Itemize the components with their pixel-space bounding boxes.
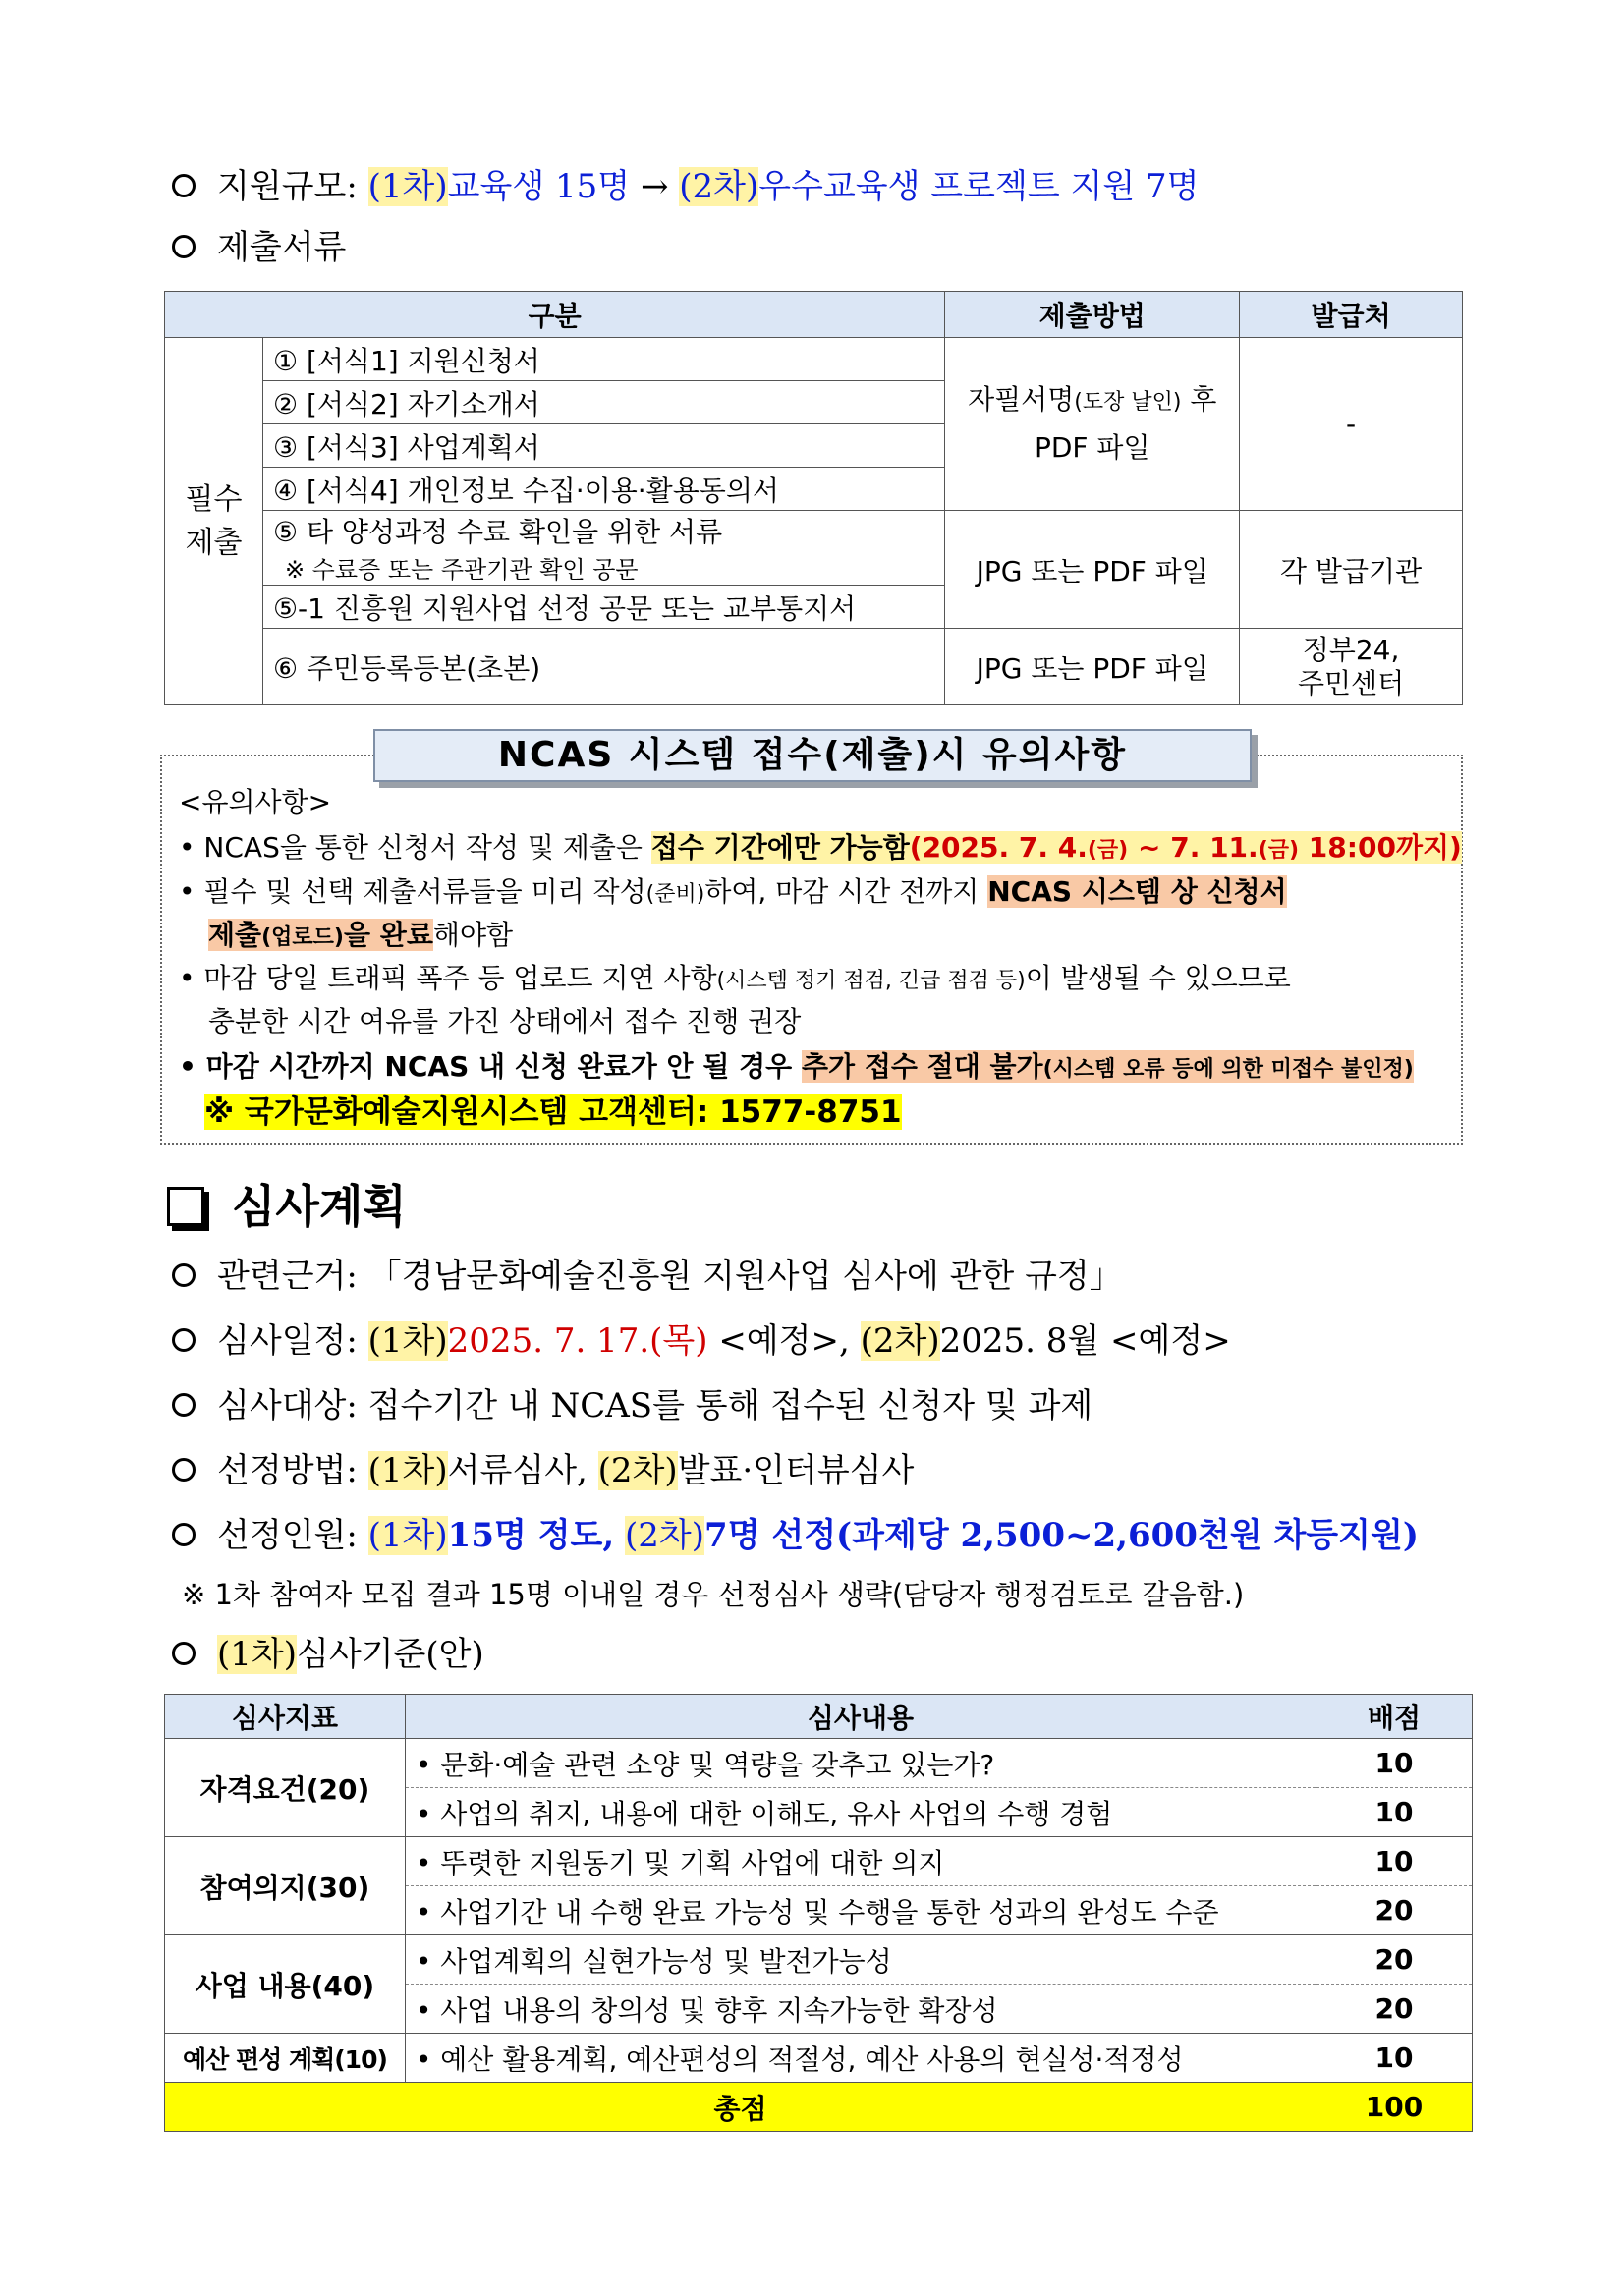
header-content: 심사내용 [405, 1695, 1316, 1739]
criteria-item: • 사업의 취지, 내용에 대한 이해도, 유사 사업의 수행 경험 [405, 1788, 1316, 1837]
doc-row: ② [서식2] 자기소개서 [262, 381, 944, 424]
criteria-score: 10 [1316, 1837, 1473, 1886]
doc-row: ⑥ 주민등록등본(초본) [262, 629, 944, 705]
count-line: 선정인원: (1차)15명 정도, (2차)7명 선정(과제당 2,500~2,600천원 차등지원) [172, 1512, 1419, 1559]
doc-row-note: ※ 수료증 또는 주관기관 확인 공문 [262, 550, 944, 586]
circle-bullet-icon [172, 1263, 196, 1287]
notice-item-2: • 필수 및 선택 제출서류들을 미리 작성(준비)하여, 마감 시간 전까지 NCAS 시스템 상 신청서 [179, 875, 1287, 908]
issuer-cell-2: 각 발급기관 [1240, 511, 1463, 629]
notice-item-3: • 마감 당일 트래픽 폭주 등 업로드 지연 사항(시스템 정기 점검, 긴급 점검 등)이 발생될 수 있으므로 [179, 962, 1291, 994]
category-cell: 필수 제출 [165, 338, 263, 705]
circle-bullet-icon [172, 1393, 196, 1417]
issuer-cell-3: 정부24, 주민센터 [1240, 629, 1463, 705]
doc-row: ① [서식1] 지원신청서 [262, 338, 944, 381]
criteria-item: • 문화·예술 관련 소양 및 역량을 갖추고 있는가? [405, 1739, 1316, 1788]
group-name: 참여의지(30) [165, 1837, 406, 1935]
criteria-score: 20 [1316, 1886, 1473, 1935]
docs-title-line: 제출서류 [172, 224, 346, 271]
doc-row: ⑤-1 진흥원 지원사업 선정 공문 또는 교부통지서 [262, 586, 944, 629]
circle-bullet-icon [172, 1642, 196, 1665]
criteria-item: • 뚜렷한 지원동기 및 기획 사업에 대한 의지 [405, 1837, 1316, 1886]
criteria-title-line: (1차)심사기준(안) [172, 1631, 484, 1678]
total-score: 100 [1316, 2083, 1473, 2132]
method-cell-2: JPG 또는 PDF 파일 [945, 511, 1240, 629]
circle-bullet-icon [172, 1458, 196, 1482]
header-score: 배점 [1316, 1695, 1473, 1739]
basis-line: 관련근거: 「경남문화예술진흥원 지원사업 심사에 관한 규정」 [172, 1253, 1123, 1300]
criteria-score: 20 [1316, 1935, 1473, 1985]
schedule-line: 심사일정: (1차)2025. 7. 17.(목) <예정>, (2차)2025. 8월 <예정> [172, 1317, 1231, 1365]
group-name: 사업 내용(40) [165, 1935, 406, 2034]
notice-item-1: • NCAS을 통한 신청서 작성 및 제출은 접수 기간에만 가능함(2025. 7. 4.(금) ~ 7. 11.(금) 18:00까지) [179, 831, 1462, 864]
documents-table [164, 291, 1463, 705]
circle-bullet-icon [172, 1328, 196, 1352]
group-name: 예산 편성 계획(10) [165, 2034, 406, 2083]
method-cell-1: 자필서명(도장 날인) 후 PDF 파일 [945, 338, 1240, 511]
criteria-item: • 사업기간 내 수행 완료 가능성 및 수행을 통한 성과의 완성도 수준 [405, 1886, 1316, 1935]
square-bullet-icon [167, 1187, 204, 1226]
notice-item-2-cont: 제출(업로드)을 완료해야함 [208, 919, 514, 951]
doc-row: ④ [서식4] 개인정보 수집·이용·활용동의서 [262, 468, 944, 511]
group-name: 자격요건(20) [165, 1739, 406, 1837]
header-method: 제출방법 [945, 292, 1240, 338]
doc-row: ③ [서식3] 사업계획서 [262, 424, 944, 468]
circle-bullet-icon [172, 174, 196, 197]
criteria-score: 10 [1316, 2034, 1473, 2083]
method-line: 선정방법: (1차)서류심사, (2차)발표·인터뷰심사 [172, 1447, 914, 1494]
method-cell-3: JPG 또는 PDF 파일 [945, 629, 1240, 705]
header-category: 구분 [165, 292, 945, 338]
doc-row: ⑤ 타 양성과정 수료 확인을 위한 서류 [262, 511, 944, 551]
header-issuer: 발급처 [1240, 292, 1463, 338]
circle-bullet-icon [172, 1523, 196, 1546]
notice-heading: <유의사항> [179, 786, 332, 818]
header-indicator: 심사지표 [165, 1695, 406, 1739]
total-label: 총점 [165, 2083, 1316, 2132]
support-scale-line: 지원규모: (1차)교육생 15명 → (2차)우수교육생 프로젝트 지원 7명 [172, 163, 1199, 210]
criteria-score: 20 [1316, 1985, 1473, 2034]
notice-title: NCAS 시스템 접수(제출)시 유의사항 [373, 729, 1252, 782]
criteria-item: • 사업 내용의 창의성 및 향후 지속가능한 확장성 [405, 1985, 1316, 2034]
criteria-table [164, 1694, 1473, 2132]
notice-item-4: • 마감 시간까지 NCAS 내 신청 완료가 안 될 경우 추가 접수 절대 불가(시스템 오류 등에 의한 미접수 불인정) [179, 1050, 1414, 1083]
count-note: ※ 1차 참여자 모집 결과 15명 이내일 경우 선정심사 생략(담당자 행정검토로 갈음함.) [182, 1578, 1245, 1611]
target-line: 심사대상: 접수기간 내 NCAS를 통해 접수된 신청자 및 과제 [172, 1382, 1092, 1429]
notice-contact: ※ 국가문화예술지원시스템 고객센터: 1577-8751 [204, 1094, 902, 1130]
notice-item-3-cont: 충분한 시간 여유를 가진 상태에서 접수 진행 권장 [208, 1005, 802, 1037]
circle-bullet-icon [172, 235, 196, 258]
issuer-cell-1: - [1240, 338, 1463, 511]
criteria-score: 10 [1316, 1739, 1473, 1788]
criteria-item: • 예산 활용계획, 예산편성의 적절성, 예산 사용의 현실성·적정성 [405, 2034, 1316, 2083]
section-title: 심사계획 [167, 1175, 407, 1238]
criteria-score: 10 [1316, 1788, 1473, 1837]
criteria-item: • 사업계획의 실현가능성 및 발전가능성 [405, 1935, 1316, 1985]
